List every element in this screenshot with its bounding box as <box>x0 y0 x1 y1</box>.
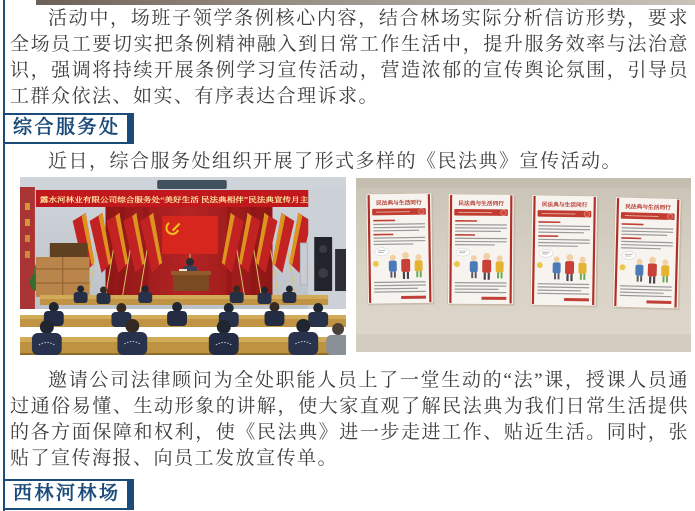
page-left-border <box>3 0 5 511</box>
article-body <box>10 6 691 510</box>
paragraph-law-lecture: 邀请公司法律顾问为全处职能人员上了一堂生动的“法”课，授课人员通过通俗易懂、生动形象的讲解，使大家直观了解民法典为我们日常生活提供的各方面保障和权利，使《民法典》进一步走进工作、贴近生活。同时，张贴了宣传海报、向员工发放宣传单。 <box>10 370 689 469</box>
screen-housing <box>157 180 227 189</box>
wall-base-shadow <box>356 334 691 352</box>
posters-wall-photo <box>356 178 691 352</box>
top-image-remnant <box>36 0 695 5</box>
section-header-xilinhe-linchang <box>3 479 134 510</box>
section-title: 综合服务处 <box>13 117 121 138</box>
poster-4 <box>613 197 683 310</box>
meeting-room-photo <box>20 177 346 355</box>
photo-row <box>20 177 691 355</box>
poster-3 <box>530 195 599 308</box>
poster-1 <box>366 193 435 305</box>
paragraph-recent-activity: 近日，综合服务处组织开展了形式多样的《民法典》宣传活动。 <box>48 151 623 172</box>
banner-text: 露水河林业有限公司综合服务处“美好生活 民法典相伴”民法典宣传月主题活动 <box>39 195 278 205</box>
paragraph-activity-summary: 活动中，场班子领学条例核心内容，结合林场实际分析信访形势，要求全场员工要切实把条例精神融入到日常工作生活中，提升服务效率与法治意识，强调将持续开展条例学习宣传活动，营造浓郁的宣传舆论氛围，引导员工群众依法、如实、有序表达合理诉求。 <box>10 8 689 107</box>
section-header-zonghe-fuwuchu <box>3 113 134 144</box>
meeting-banner <box>36 190 339 207</box>
wall-top-shadow <box>356 178 691 188</box>
left-column <box>20 187 35 309</box>
section-title: 西林河林场 <box>13 483 121 504</box>
poster-2 <box>448 194 516 306</box>
